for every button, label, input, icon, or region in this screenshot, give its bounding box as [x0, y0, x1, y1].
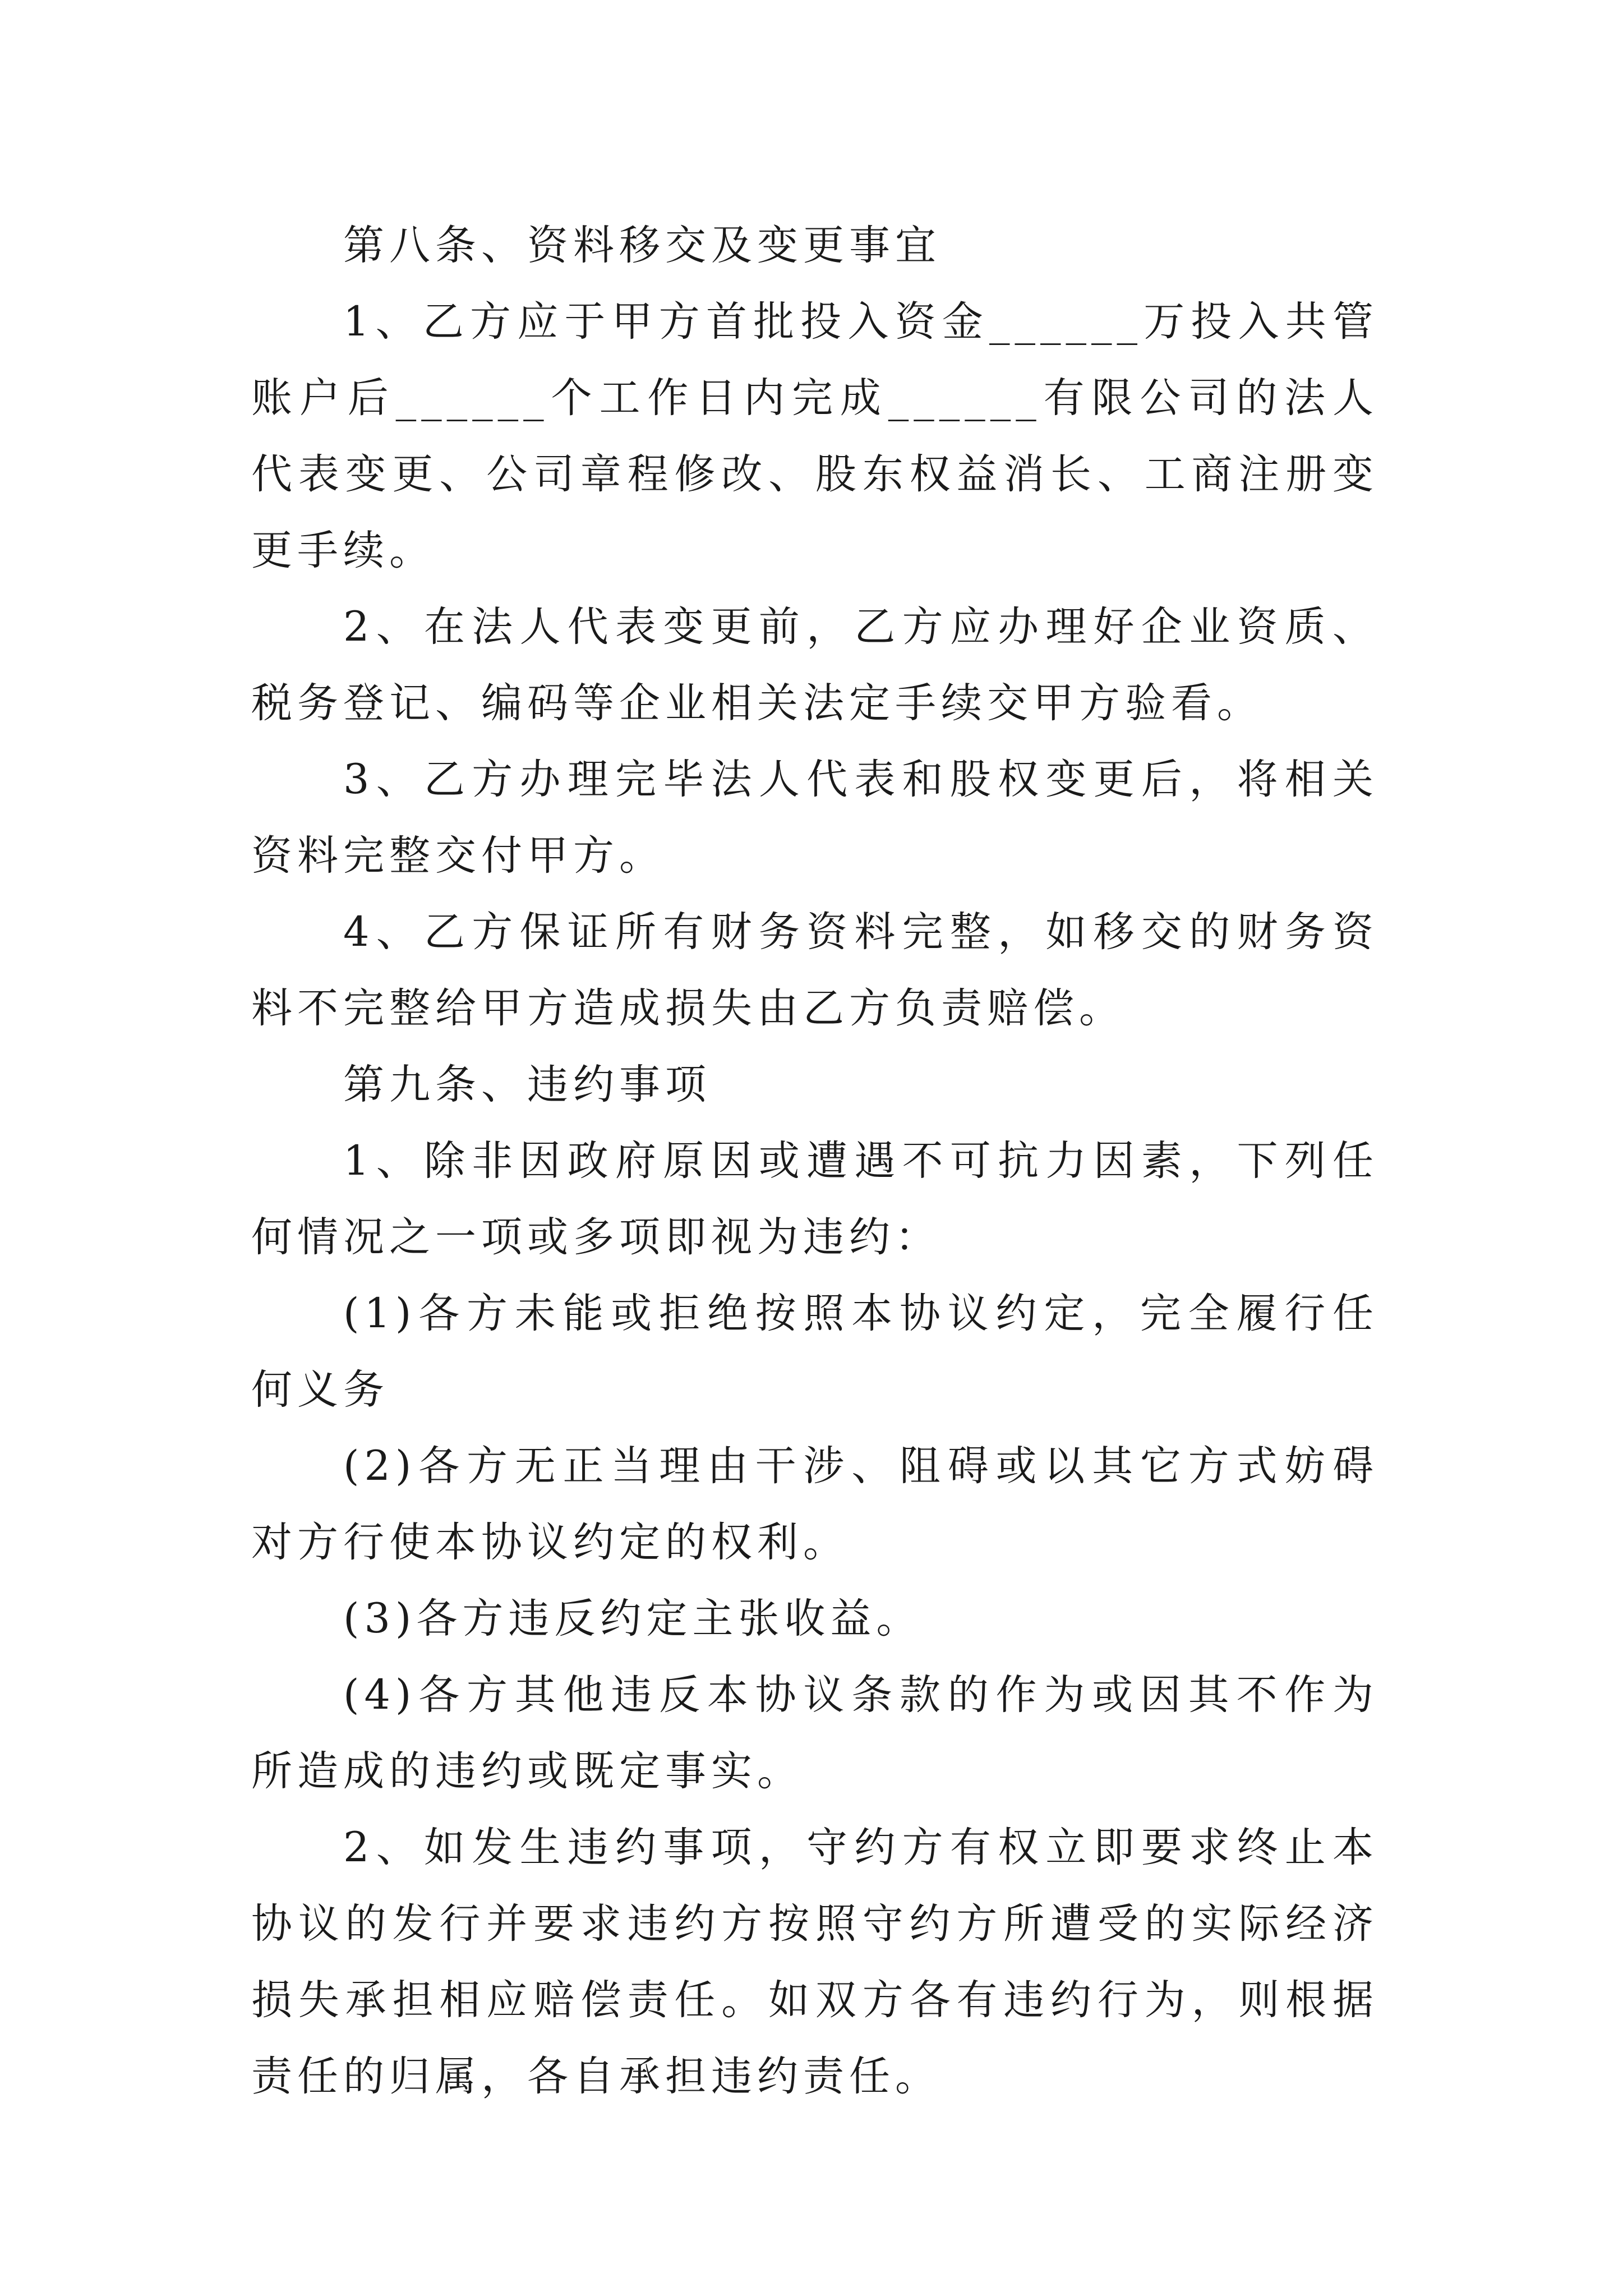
article-8-clause-4: 4、乙方保证所有财务资料完整，如移交的财务资料不完整给甲方造成损失由乙方负责赔偿。 — [251, 908, 1378, 1032]
article-9-item-4: (4)各方其他违反本协议条款的作为或因其不作为所造成的违约或既定事实。 — [251, 1671, 1378, 1795]
article-9-item-2: (2)各方无正当理由干涉、阻碍或以其它方式妨碍对方行使本协议约定的权利。 — [251, 1442, 1378, 1566]
document-body — [251, 208, 1378, 2115]
article-9-item-3: (3)各方违反约定主张收益。 — [343, 1595, 923, 1642]
article-9-clause-2: 2、如发生违约事项，守约方有权立即要求终止本协议的发行并要求违约方按照守约方所遭受的实际经济损失承担相应赔偿责任。如双方各有违约行为，则根据责任的归属，各自承担违约责任。 — [251, 1824, 1378, 2100]
article-9-item-1: (1)各方未能或拒绝按照本协议约定，完全履行任何义务 — [251, 1290, 1378, 1414]
article-8-clause-1: 1、乙方应于甲方首批投入资金______万投入共管账户后______个工作日内完成______有限公司的法人代表变更、公司章程修改、股东权益消长、工商注册变更手续。 — [251, 298, 1378, 574]
article-9-title: 第九条、违约事项 — [343, 1061, 711, 1108]
article-8-clause-3: 3、乙方办理完毕法人代表和股权变更后，将相关资料完整交付甲方。 — [251, 756, 1378, 880]
article-8-clause-2: 2、在法人代表变更前，乙方应办理好企业资质、税务登记、编码等企业相关法定手续交甲方验看。 — [251, 603, 1378, 727]
article-8-title: 第八条、资料移交及变更事宜 — [343, 222, 941, 269]
article-9-clause-1: 1、除非因政府原因或遭遇不可抗力因素，下列任何情况之一项或多项即视为违约： — [251, 1137, 1378, 1261]
